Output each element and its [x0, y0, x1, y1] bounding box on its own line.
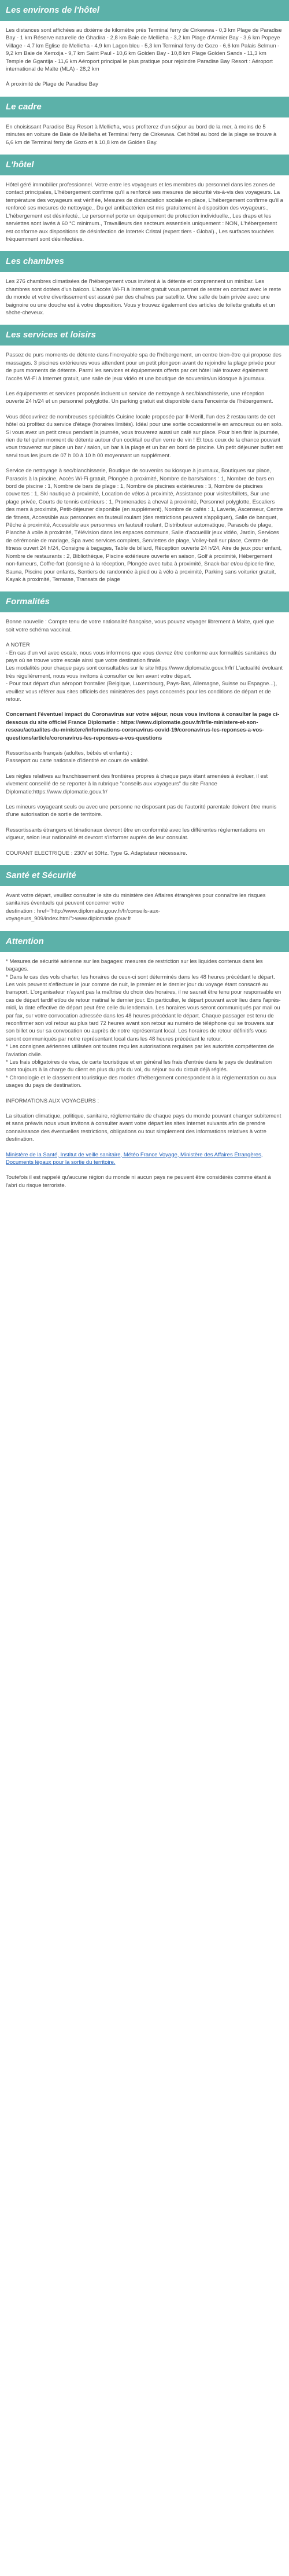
section-services	[0, 325, 289, 591]
section-hotel	[0, 155, 289, 251]
formalites-paragraph-etrangers: Ressortissants étrangers et binationaux devront être en conformité avec les différentes réglementations en vigueur, selon leur nationalité et devront s'informer auprès de leur consulat.	[6, 826, 265, 841]
formalites-paragraph-coronavirus: Concernant l'éventuel impact du Coronavirus sur votre séjour, nous vous invitons à consulter la page ci-dessous du site officiel France Diplomatie : https://www.diplomatie.gouv.fr/fr/le-ministere-et-son-reseau/actualites-du-ministere/informations-coronavirus-covid-19/coronavirus-les-reponses-a-vos-questions/article/coronavirus-les-reponses-a-vos-questions	[6, 711, 280, 741]
section-environs	[0, 0, 289, 97]
attention-links[interactable]: Ministère de la Santé, Institut de veille sanitaire, Météo France Voyage, Ministère des Affaires Étrangères, Documents légaux pour la sortie du territoire.	[6, 1151, 263, 1166]
section-title-cadre: Le cadre	[0, 97, 289, 117]
section-title-attention: Attention	[0, 931, 289, 952]
formalites-paragraph-good-news: Bonne nouvelle : Compte tenu de votre nationalité française, vous pouvez voyager librement à Malte, quel que soit votre schéma vaccinal.	[6, 619, 275, 633]
hotel-paragraph: Hôtel géré immobilier professionnel. Votre entre les voyageurs et les membres du personnel dans les zones de contact principales, L'hébergement confirme qu'il a renforcé ses mesures de sécurité vis-à-vis des voyageurs. La température des voyageurs est vérifiée, Mesures de distanciation sociale en place, L'hébergement confirme qu'il a renforcé ses mesures de nettoyage., Du gel antibactérien est mis gratuitement à disposition des voyageurs., L'hébergement est désinfecté., Le personnel porte un équipement de protection individuelle., Les draps et les serviettes sont lavés à 60 °C minimum., Travailleurs des secteurs essentiels uniquement : NON, L'hébergement est conforme aux dispositions de désinfection de Intertek Cristal (expert tiers - Global)., Les surfaces touchées fréquemment sont désinfectées.	[6, 182, 283, 242]
section-title-environs: Les environs de l'hôtel	[0, 0, 289, 21]
services-paragraph-restaurants: Vous découvrirez de nombreuses spécialités Cuisine locale proposée par Il-Merill, l'un des 2 restaurants de cet hôtel où profitez du service d'étage (horaires limités). Idéal pour une sortie occasionnelle en amoureux ou en solo. Si vous avez un petit creux pendant la journée, vous trouverez aussi un café sur place. Pour bien finir la journée, rien de tel qu'un moment de détente autour d'un cocktail ou d'un verre de vin ! Et tous ceux de la chance pouvant vous trouverez sur place un bar / salon, un bar à la plage et un bar en bord de piscine. Un petit déjeuner buffet est servi tous les jours de 07 h 00 à 10 h 00 moyennant un supplément.	[6, 413, 283, 459]
attention-paragraph-info-title: INFORMATIONS AUX VOYAGEURS :	[6, 1097, 99, 1104]
section-formalites	[0, 591, 289, 865]
services-paragraph-equipements: Les équipements et services proposés incluent un service de nettoyage à sec/blanchisserie, une réception ouverte 24 h/24 et un personnel polyglotte. Un parking gratuit est disponible dans l'enceinte de l'hébergement.	[6, 390, 273, 405]
section-title-sante: Santé et Sécurité	[0, 865, 289, 886]
formalites-paragraph-a-noter: A NOTER - En cas d'un vol avec escale, nous vous informons que vous devrez être conforme aux formalités sanitaires du pays où se trouve votre escale ainsi que votre destination finale. Les modalités pour chaque pays sont consultables sur le site https://www.diplomatie.gouv.fr/fr/ L'actualité évoluant très régulièrement, nous vous invitons à consulter ce lien avant votre départ. - Pour tout départ d'un aéroport frontalier (Belgique, Luxembourg, Pays-Bas, Allemagne, Suisse ou Espagne...), veuillez vous référer aux sites officiels des ministères des pays concernés pour les conditions de départ et de retour.	[6, 642, 283, 703]
attention-paragraph-terrorisme: Toutefois il est rappelé qu'aucune région du monde ni aucun pays ne peuvent être considérés comme étant à l'abri du risque terroriste.	[6, 1174, 271, 1189]
formalites-paragraph-mineurs: Les mineurs voyageant seuls ou avec une personne ne disposant pas de l'autorité parentale doivent être munis d'une autorisation de sortie de territoire.	[6, 804, 277, 818]
services-paragraph-list: Service de nettoyage à sec/blanchisserie, Boutique de souvenirs ou kiosque à journaux, Boutiques sur place, Parasols à la piscine, Accès Wi-Fi gratuit, Plongée à proximité, Nombre de bars/salons : 1, Nombre de bars en bord de piscine : 1, Nombre de bars de plage : 1, Nombre de piscines extérieures : 3, Nombre de piscines couvertes : 1, Ski nautique à proximité, Location de vélos à proximité, Assistance pour visites/billets, Sur une plage privée, Courts de tennis extérieurs : 1, Promenades à cheval à proximité, Personnel polyglotte, Escaliers des mers à proximité, Petit-déjeuner disponible (en supplément), Nombre de cafés : 1, Laverie, Ascenseur, Centre de fitness, Accessible aux personnes en fauteuil roulant (des restrictions peuvent s'appliquer), Salle de banquet, Pêche à proximité, Accessible aux personnes en fauteuil roulant, Distributeur automatique, Parasols de plage, Planche à voile à proximité, Télévision dans les espaces communs, Salle d'accueillir jeux vidéo, Jardin, Services de cérémonie de mariage, Spa avec services complets, Serviettes de plage, Volley-ball sur place, Centre de fitness ouvert 24 h/24, Consigne à bagages, Table de billard, Réception ouverte 24 h/24, Aire de jeux pour enfant, Nombre de restaurants : 2, Bibliothèque, Piscine extérieure ouverte en saison, Golf à proximité, Hébergement non-fumeurs, Coffre-fort (consigne à la réception, Plongée avec tuba à proximité, Snack-bar et/ou épicerie fine, Sauna, Piscine pour enfants, Sentiers de randonnée à pied ou à vélo à proximité, Parking sans voiturier gratuit, Kayak à proximité, Terrasse, Transats de plage	[6, 468, 283, 583]
section-title-hotel: L'hôtel	[0, 155, 289, 175]
chambres-paragraph: Les 276 chambres climatisées de l'hébergement vous invitent à la détente et comprennent un minibar. Les chambres sont dotées d'un balcon. L'accès Wi-Fi à Internet gratuit vous permet de rester en contact avec le reste du monde et votre divertissement est assuré par des chaînes par satellite. Une salle de bain privée avec une baignoire ou une douche est à votre disposition. Vous y trouvez également des articles de toilette gratuits et un sèche-cheveux.	[6, 278, 281, 316]
attention-paragraph-situation: La situation climatique, politique, sanitaire, réglementaire de chaque pays du monde pouvant changer subitement et sans préavis nous vous invitons à consulter avant votre départ les sites Internet suivants afin de prendre connaissance des éventuelles restrictions, obligations ou tout simplement des informations relatives à votre destination.	[6, 1113, 281, 1143]
formalites-paragraph-courant: COURANT ELECTRIQUE : 230V et 50Hz. Type G. Adaptateur nécessaire.	[6, 850, 187, 857]
section-cadre	[0, 97, 289, 155]
formalites-paragraph-ressortissants: Ressortissants français (adultes, bébés et enfants) : Passeport ou carte nationale d'identité en cours de validité.	[6, 750, 150, 765]
section-title-formalites: Formalités	[0, 591, 289, 612]
formalites-paragraph-regles: Les règles relatives au franchissement des frontières propres à chaque pays étant amenées à évoluer, il est vivement conseillé de se reporter à la rubrique "conseils aux voyageurs" du site France Diplomatie:https://www.diplomatie.gouv.fr/	[6, 773, 268, 795]
environs-paragraph-distances: Les distances sont affichées au dixième de kilomètre près Terminal ferry de Cirkewwa - 0,3 km Plage de Paradise Bay - 1 km Réserve naturelle de Ghadira - 2,8 km Baie de Mellieħa - 3,2 km Plage d'Armier Bay - 3,6 km Popeye Village - 4,7 km Église de Mellieħa - 4,9 km Lagon bleu - 5,3 km Terminal ferry de Gozo - 6,6 km Palais Selmun - 9,2 km Baie de Xemxija - 9,7 km Saint Paul - 10,6 km Golden Bay - 10,8 km Plage Golden Sands - 11,3 km Temple de Ġgantija - 11,6 km Aéroport principal le plus pratique pour rejoindre Paradise Bay Resort : Aéroport international de Malte (MLA) - 28,2 km	[6, 27, 282, 73]
section-attention	[0, 931, 289, 1198]
services-paragraph-spa: Passez de purs moments de détente dans l'incroyable spa de l'hébergement, un centre bien-être qui propose des massages. 3 piscines extérieures vous attendent pour un petit plongeon avant de rejoindre la plage privée pour de purs moments de détente. Parmi les services et équipements offerts par cet hôtel Ialé trouvez également l'accès Wi-Fi à Internet gratuit, une salle de jeux vidéo et une boutique de souvenirs/un kiosque à journaux.	[6, 352, 281, 382]
sante-paragraph: Avant votre départ, veuillez consulter le site du ministère des Affaires étrangères pour connaître les risques sanitaires éventuels qui peuvent concerner votre destination : href="http://www.diplomatie.gouv.fr/fr/conseils-aux-voyageurs_909/index.html">www.diplomatie.gouv.fr	[6, 892, 266, 923]
cadre-paragraph: En choisissant Paradise Bay Resort à Mellieħa, vous profiterez d'un séjour au bord de la mer, à moins de 5 minutes en voiture de Baie de Mellieħa et Terminal ferry de Cirkewwa. Cet hôtel au bord de la plage se trouve à 6,6 km de Terminal ferry de Gozo et à 10,8 km de Golden Bay.	[6, 123, 277, 146]
attention-paragraph-mesures: * Mesures de sécurité aérienne sur les bagages: mesures de restriction sur les liquides contenus dans les bagages. * Dans le cas des vols charter, les horaires de ceux-ci sont déterminés dans les 48 heures précédant le départ. Les vols peuvent s'effectuer le jour comme de nuit, le premier et le dernier jour du voyage étant consacré au transport. L'organisateur n'ayant pas la maîtrise du choix des horaires, il ne saurait être tenu pour responsable en cas de départ tardif et/ou de retour matinal le dernier jour. En particulier, le départ pouvant avoir lieu dans l'après-midi, la date effective de départ peut être celle du lendemain. Les horaires vous seront communiqués par mail ou par fax, sur votre convocation adressée dans les 48 heures précédant le départ. Chaque passager est tenu de reconfirmer son vol retour au plus tard 72 heures avant son retour au numéro de téléphone qui se trouvera sur son billet ou sur sa convocation ou auprès de notre représentant local. Les horaires de retour définitifs vous seront communiqués par notre représentant local dans les 48 heures précédant le retour. * Les consignes aériennes utilisées ont toutes reçu les autorisations requises par les autorités compétentes de l'aviation civile. * Les frais obligatoires de visa, de carte touristique et en général les frais d'entrée dans le pays de destination sont toujours à la charge du client en plus du prix du vol, du séjour ou du circuit déjà réglés. * Chronologie et le classement touristique des modes d'hébergement correspondent à la réglementation ou aux usages du pays de destination.	[6, 958, 281, 1089]
section-title-services: Les services et loisirs	[0, 325, 289, 346]
section-sante	[0, 865, 289, 931]
section-title-chambres: Les chambres	[0, 251, 289, 272]
environs-paragraph-nearby: À proximité de Plage de Paradise Bay	[6, 81, 99, 88]
section-chambres	[0, 251, 289, 325]
